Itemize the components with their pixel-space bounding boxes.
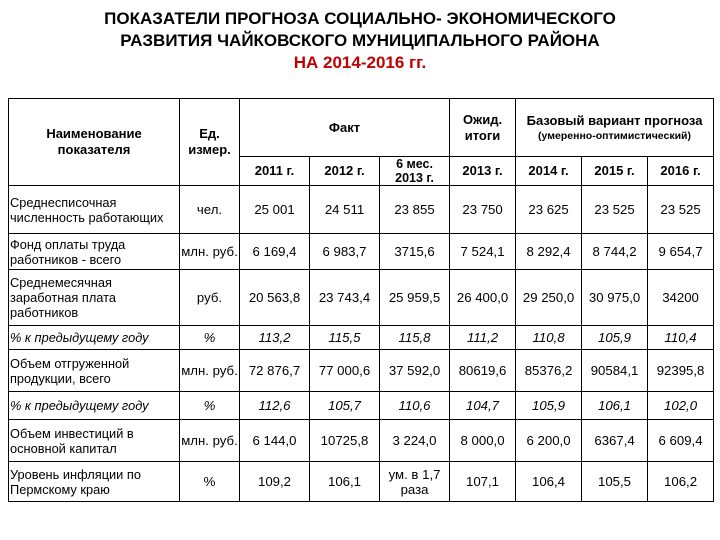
row-value: 6 983,7	[310, 234, 380, 270]
row-value: 107,1	[450, 462, 516, 502]
row-unit: млн. руб.	[180, 234, 240, 270]
row-value: 115,5	[310, 326, 380, 350]
row-value: 30 975,0	[582, 270, 648, 326]
row-value: 6 144,0	[240, 420, 310, 462]
table-body	[9, 186, 714, 502]
row-value: 20 563,8	[240, 270, 310, 326]
row-name: % к предыдущему году	[9, 326, 180, 350]
row-unit: %	[180, 326, 240, 350]
row-value: 6 169,4	[240, 234, 310, 270]
row-value: 106,4	[516, 462, 582, 502]
table-header	[9, 99, 714, 186]
row-value: 8 000,0	[450, 420, 516, 462]
row-value: 25 001	[240, 186, 310, 234]
row-value: 37 592,0	[380, 350, 450, 392]
row-value: 110,4	[648, 326, 714, 350]
table-row	[9, 270, 714, 326]
row-unit: млн. руб.	[180, 420, 240, 462]
row-value: ум. в 1,7 раза	[380, 462, 450, 502]
header-expected: Ожид. итоги	[450, 99, 516, 157]
page-title	[0, 8, 720, 74]
row-name: Уровень инфляции по Пермскому краю	[9, 462, 180, 502]
row-value: 6 200,0	[516, 420, 582, 462]
row-value: 23 855	[380, 186, 450, 234]
row-value: 25 959,5	[380, 270, 450, 326]
row-value: 34200	[648, 270, 714, 326]
year-header: 6 мес. 2013 г.	[380, 157, 450, 186]
row-value: 105,9	[516, 392, 582, 420]
row-name: Фонд оплаты труда работников - всего	[9, 234, 180, 270]
year-header: 2015 г.	[582, 157, 648, 186]
row-value: 7 524,1	[450, 234, 516, 270]
row-unit: %	[180, 462, 240, 502]
row-value: 105,5	[582, 462, 648, 502]
row-value: 3715,6	[380, 234, 450, 270]
row-value: 10725,8	[310, 420, 380, 462]
table-row	[9, 392, 714, 420]
row-value: 26 400,0	[450, 270, 516, 326]
title-line-3: НА 2014-2016 гг.	[293, 53, 427, 72]
header-base-title: Базовый вариант прогноза	[526, 112, 703, 128]
row-value: 8 292,4	[516, 234, 582, 270]
row-value: 23 750	[450, 186, 516, 234]
table-row	[9, 186, 714, 234]
forecast-table	[8, 98, 714, 502]
table-row	[9, 326, 714, 350]
row-value: 23 743,4	[310, 270, 380, 326]
row-value: 3 224,0	[380, 420, 450, 462]
row-value: 6 609,4	[648, 420, 714, 462]
row-value: 102,0	[648, 392, 714, 420]
row-value: 23 625	[516, 186, 582, 234]
row-unit: руб.	[180, 270, 240, 326]
header-name: Наименование показателя	[9, 99, 180, 186]
table-row	[9, 234, 714, 270]
year-header: 2013 г.	[450, 157, 516, 186]
row-unit: млн. руб.	[180, 350, 240, 392]
year-header: 2016 г.	[648, 157, 714, 186]
row-value: 90584,1	[582, 350, 648, 392]
header-base	[516, 99, 714, 157]
row-value: 106,1	[310, 462, 380, 502]
row-unit: %	[180, 392, 240, 420]
year-header: 2012 г.	[310, 157, 380, 186]
row-value: 104,7	[450, 392, 516, 420]
row-value: 80619,6	[450, 350, 516, 392]
title-line-1: ПОКАЗАТЕЛИ ПРОГНОЗА СОЦИАЛЬНО- ЭКОНОМИЧЕСКОГО	[104, 9, 616, 28]
header-unit: Ед. измер.	[180, 99, 240, 186]
row-value: 110,8	[516, 326, 582, 350]
row-value: 105,9	[582, 326, 648, 350]
row-value: 23 525	[582, 186, 648, 234]
row-value: 105,7	[310, 392, 380, 420]
row-value: 72 876,7	[240, 350, 310, 392]
row-name: Объем инвестиций в основной капитал	[9, 420, 180, 462]
row-value: 106,1	[582, 392, 648, 420]
row-value: 115,8	[380, 326, 450, 350]
year-header: 2014 г.	[516, 157, 582, 186]
row-name: Объем отгруженной продукции, всего	[9, 350, 180, 392]
row-name: % к предыдущему году	[9, 392, 180, 420]
row-value: 24 511	[310, 186, 380, 234]
header-base-sub: (умеренно-оптимистический)	[538, 129, 692, 142]
row-value: 77 000,6	[310, 350, 380, 392]
row-value: 106,2	[648, 462, 714, 502]
row-value: 8 744,2	[582, 234, 648, 270]
row-value: 29 250,0	[516, 270, 582, 326]
row-value: 111,2	[450, 326, 516, 350]
row-value: 6367,4	[582, 420, 648, 462]
row-value: 85376,2	[516, 350, 582, 392]
year-header: 2011 г.	[240, 157, 310, 186]
row-value: 23 525	[648, 186, 714, 234]
row-value: 110,6	[380, 392, 450, 420]
row-value: 109,2	[240, 462, 310, 502]
row-value: 113,2	[240, 326, 310, 350]
row-value: 9 654,7	[648, 234, 714, 270]
table-row	[9, 462, 714, 502]
row-value: 112,6	[240, 392, 310, 420]
row-name: Среднесписочная численность работающих	[9, 186, 180, 234]
row-unit: чел.	[180, 186, 240, 234]
row-value: 92395,8	[648, 350, 714, 392]
table-row	[9, 420, 714, 462]
header-fact: Факт	[240, 99, 450, 157]
table-row	[9, 350, 714, 392]
title-line-2: РАЗВИТИЯ ЧАЙКОВСКОГО МУНИЦИПАЛЬНОГО РАЙОНА	[120, 31, 600, 50]
row-name: Среднемесячная заработная плата работников	[9, 270, 180, 326]
